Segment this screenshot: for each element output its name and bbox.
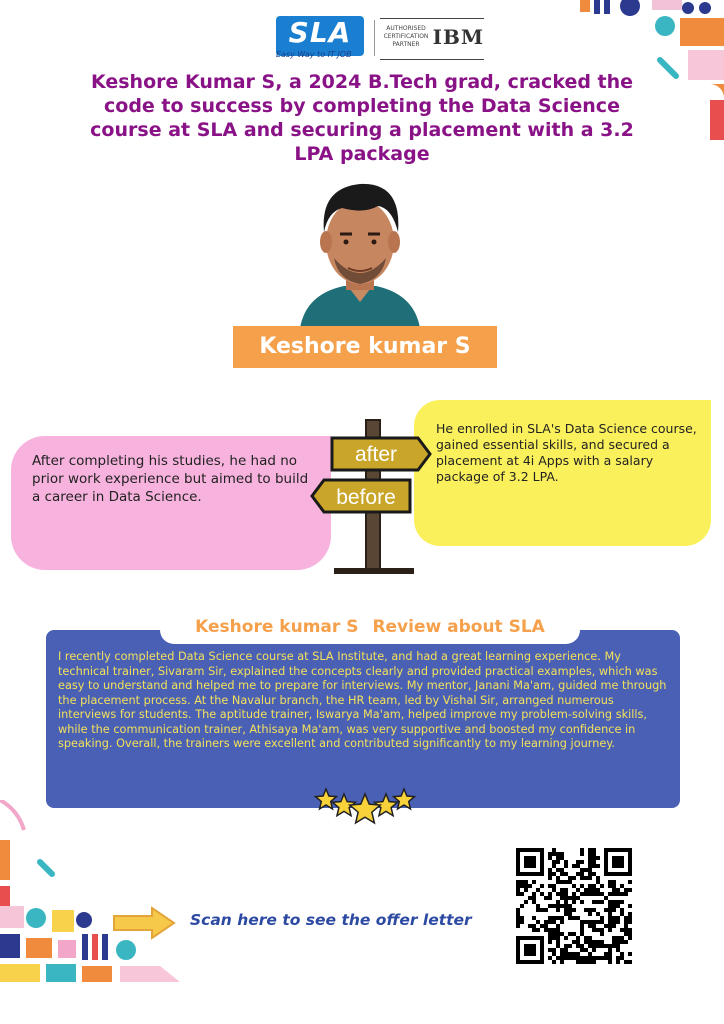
review-heading-suffix: Review about SLA xyxy=(372,617,545,637)
student-name-banner: Keshore kumar S xyxy=(233,326,497,368)
ibm-partner-badge xyxy=(380,18,484,60)
before-text: After completing his studies, he had no prior work experience but aimed to build a career in Data Science. xyxy=(32,453,309,505)
sla-tagline: Easy Way to IT JOB xyxy=(276,50,352,59)
sla-logo-text: SLA xyxy=(288,16,352,49)
review-text: I recently completed Data Science course at SLA Institute, and had a great learning experience. My technical trainer, Sivaram Sir, explained the concepts clearly and provided practical examples, which was easy to understand and helped me to prepare for interviews. My mentor, Janani Ma'am, guided me through the placement process. At the Navalur branch, the HR team, led by Vishal Sir, arranged numerous interviews for students. The aptitude trainer, Iswarya Ma'am, helped improve my problem-solving skills, while the communication trainer, Athisaya Ma'am, was very supportive and boosted my confidence in speaking. Overall, the trainers were excellent and contributed significantly to my learning journey. xyxy=(58,650,667,750)
after-text: He enrolled in SLA's Data Science course, gained essential skills, and secured a placement at 4i Apps with a salary package of 3.2 LPA. xyxy=(436,421,697,484)
qr-code[interactable] xyxy=(516,848,632,964)
star-icon xyxy=(350,794,380,823)
scan-instruction: Scan here to see the offer letter xyxy=(190,911,472,929)
ibm-logo-text: IBM xyxy=(432,25,484,49)
review-heading xyxy=(160,617,580,637)
star-icon xyxy=(394,789,415,809)
star-icon xyxy=(316,789,337,809)
star-rating xyxy=(312,780,418,834)
arrow-right-icon xyxy=(112,906,176,940)
review-heading-name: Keshore kumar S xyxy=(195,617,359,637)
logo-divider xyxy=(374,20,375,56)
page-headline: Keshore Kumar S, a 2024 B.Tech grad, cracked the code to success by completing the Data Science course at SLA and securing a placement with a 3.2 LPA package xyxy=(90,71,634,165)
before-after-signpost xyxy=(310,418,434,576)
student-portrait xyxy=(290,172,430,328)
after-sign-label: after xyxy=(354,443,398,466)
partner-label: AUTHORISED CERTIFICATION PARTNER xyxy=(383,25,429,48)
decor-bottom-left xyxy=(0,800,200,990)
before-sign-label: before xyxy=(336,486,396,509)
